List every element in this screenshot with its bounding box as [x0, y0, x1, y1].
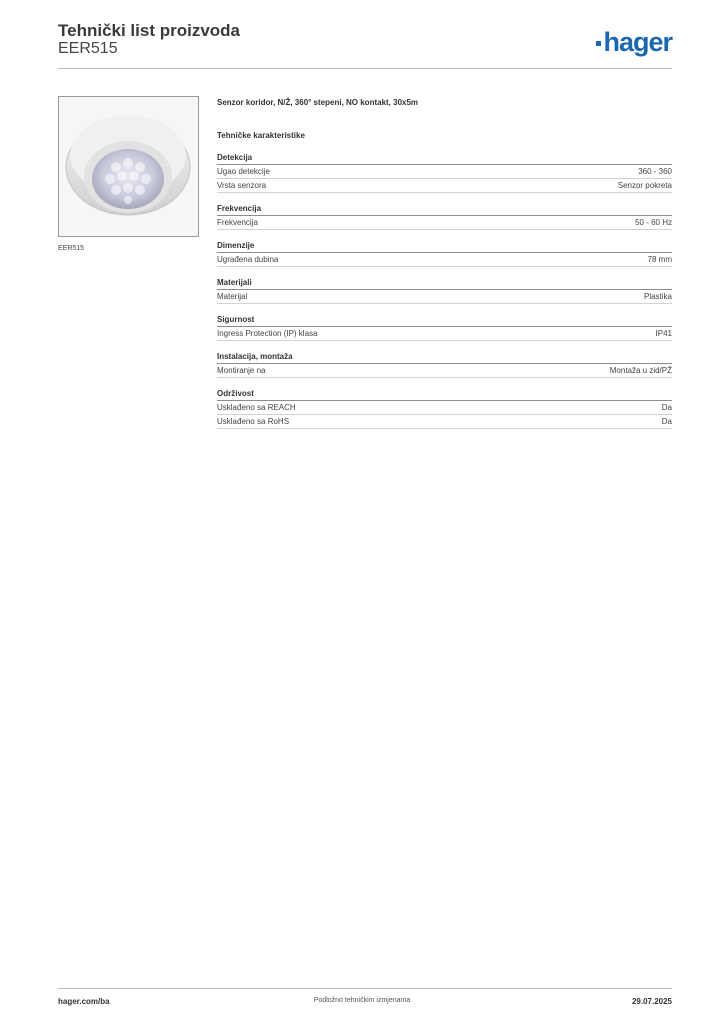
spec-section-materials: [217, 277, 672, 304]
footer-notice: Podložno tehničkim izmjenama: [313, 997, 411, 1004]
spec-label: Materijal: [217, 292, 248, 301]
section-title: Sigurnost: [217, 314, 672, 327]
spec-value: Montaža u zid/PŽ: [609, 366, 672, 375]
logo-dot-icon: [596, 41, 601, 46]
spec-label: Usklađeno sa RoHS: [217, 417, 290, 426]
spec-value: Senzor pokreta: [617, 181, 672, 190]
spec-value: 360 - 360: [638, 167, 672, 176]
spec-section-dimensions: [217, 240, 672, 267]
spec-section-safety: [217, 314, 672, 341]
spec-value: Da: [661, 417, 672, 426]
footer-date: 29.07.2025: [631, 997, 672, 1006]
spec-row: [217, 179, 672, 193]
spec-label: Frekvencija: [217, 218, 258, 227]
spec-value: Da: [661, 403, 672, 412]
spec-content: [217, 97, 672, 439]
spec-row: [217, 253, 672, 267]
spec-value: 78 mm: [647, 255, 672, 264]
product-image-caption: EER515: [58, 245, 85, 252]
product-image: [58, 96, 199, 237]
section-title: Materijali: [217, 277, 672, 290]
logo-text: hager: [603, 27, 672, 57]
spec-label: Ugao detekcije: [217, 167, 270, 176]
spec-row: [217, 165, 672, 179]
spec-label: Ingress Protection (IP) klasa: [217, 329, 318, 338]
section-title: Održivost: [217, 388, 672, 401]
spec-label: Usklađeno sa REACH: [217, 403, 296, 412]
section-title: Instalacija, montaža: [217, 351, 672, 364]
spec-label: Ugrađena dubina: [217, 255, 279, 264]
product-description: Senzor koridor, N/Ž, 360° stepeni, NO kontakt, 30x5m: [217, 98, 419, 107]
spec-row: [217, 216, 672, 230]
page-title: Tehnički list proizvoda: [58, 21, 240, 40]
tech-specs-heading: Tehničke karakteristike: [217, 131, 305, 140]
spec-section-installation: [217, 351, 672, 378]
spec-value: Plastika: [643, 292, 672, 301]
spec-section-sustainability: [217, 388, 672, 429]
spec-section-frequency: [217, 203, 672, 230]
spec-row: [217, 327, 672, 341]
spec-value: IP41: [655, 329, 672, 338]
spec-label: Montiranje na: [217, 366, 266, 375]
spec-section-detection: [217, 152, 672, 193]
spec-row: [217, 290, 672, 304]
product-code: EER515: [58, 40, 118, 57]
section-title: Dimenzije: [217, 240, 672, 253]
section-title: Frekvencija: [217, 203, 672, 216]
section-title: Detekcija: [217, 152, 672, 165]
spec-value: 50 - 60 Hz: [635, 218, 672, 227]
hager-logo: [596, 26, 672, 58]
spec-row: [217, 415, 672, 429]
spec-row: [217, 364, 672, 378]
footer-divider: [58, 988, 672, 989]
spec-row: [217, 401, 672, 415]
footer-website-link[interactable]: hager.com/ba: [58, 997, 110, 1006]
motion-sensor-icon: [59, 97, 198, 236]
spec-label: Vrsta senzora: [217, 181, 267, 190]
header-divider: [58, 68, 672, 69]
